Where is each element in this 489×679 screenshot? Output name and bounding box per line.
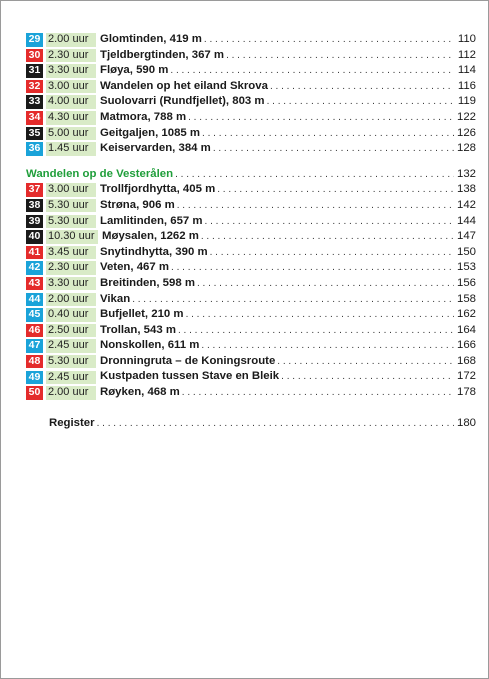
dot-leader — [178, 323, 454, 339]
route-title: Møysalen, 1262 m — [102, 230, 199, 243]
toc-entry[interactable] — [26, 94, 476, 110]
duration: 5.30 uur — [46, 215, 96, 229]
toc-group-vesteralen — [26, 182, 476, 400]
route-number-badge: 36 — [26, 142, 43, 156]
register-title: Register — [49, 416, 95, 429]
route-number-badge: 37 — [26, 183, 43, 197]
duration: 3.00 uur — [46, 80, 96, 94]
page-number: 156 — [456, 276, 476, 289]
duration: 2.00 uur — [46, 293, 96, 307]
route-number-badge: 34 — [26, 111, 43, 125]
duration: 2.45 uur — [46, 371, 96, 385]
route-number-badge: 39 — [26, 215, 43, 229]
route-number-badge: 31 — [26, 64, 43, 78]
route-number-badge: 45 — [26, 308, 43, 322]
page-number: 119 — [457, 95, 476, 108]
dot-leader — [186, 307, 454, 323]
toc-entry[interactable] — [26, 141, 476, 157]
route-title: Trollfjordhytta, 405 m — [100, 183, 216, 196]
page-number: 166 — [456, 339, 476, 352]
dot-leader — [217, 182, 454, 198]
duration: 4.00 uur — [46, 95, 96, 109]
route-title: Breitinden, 598 m — [100, 276, 195, 289]
route-title: Trollan, 543 m — [100, 323, 176, 336]
route-title: Keiservarden, 384 m — [100, 142, 211, 155]
toc-entry[interactable] — [26, 126, 476, 142]
page-number: 158 — [456, 292, 476, 305]
route-number-badge: 44 — [26, 293, 43, 307]
page-number: 126 — [456, 126, 476, 139]
route-number-badge: 32 — [26, 80, 43, 94]
dot-leader — [197, 276, 454, 292]
duration: 10.30 uur — [46, 230, 98, 244]
register-page-number: 180 — [456, 416, 476, 429]
route-number-badge: 35 — [26, 127, 43, 141]
page-number: 116 — [457, 79, 476, 92]
toc-entry[interactable] — [26, 182, 476, 198]
toc-entry[interactable] — [26, 229, 476, 245]
page-number: 122 — [456, 110, 476, 123]
dot-leader — [188, 110, 454, 126]
toc-entry[interactable] — [26, 354, 476, 370]
route-title: Suolovarri (Rundfjellet), 803 m — [100, 95, 265, 108]
route-title: Strøna, 906 m — [100, 198, 175, 211]
route-title: Vikan — [100, 292, 131, 305]
toc-entry[interactable] — [26, 245, 476, 261]
dot-leader — [182, 385, 454, 401]
page-number: 162 — [456, 308, 476, 321]
page-number: 138 — [456, 183, 476, 196]
toc-entry[interactable] — [26, 110, 476, 126]
duration: 3.00 uur — [46, 183, 96, 197]
duration: 2.45 uur — [46, 339, 96, 353]
route-number-badge: 47 — [26, 339, 43, 353]
duration: 4.30 uur — [46, 111, 96, 125]
duration: 5.30 uur — [46, 199, 96, 213]
route-number-badge: 42 — [26, 261, 43, 275]
route-number-badge: 40 — [26, 230, 43, 244]
dot-leader — [281, 369, 454, 385]
toc-entry[interactable] — [26, 338, 476, 354]
dot-leader — [201, 338, 454, 354]
route-number-badge: 29 — [26, 33, 43, 47]
route-title: Geitgaljen, 1085 m — [100, 126, 201, 139]
table-of-contents — [26, 32, 476, 431]
dot-leader — [210, 245, 454, 261]
toc-entry[interactable] — [26, 260, 476, 276]
dot-leader — [204, 32, 454, 48]
dot-leader — [213, 141, 454, 157]
page-number: 147 — [456, 230, 476, 243]
duration: 2.50 uur — [46, 324, 96, 338]
route-title: Matmora, 788 m — [100, 110, 187, 123]
route-title: Veten, 467 m — [100, 261, 170, 274]
page-number: 110 — [457, 33, 476, 45]
dot-leader — [267, 94, 454, 110]
toc-entry[interactable] — [26, 323, 476, 339]
toc-entry[interactable] — [26, 214, 476, 230]
route-number-badge: 46 — [26, 324, 43, 338]
duration: 3.30 uur — [46, 64, 96, 78]
toc-entry[interactable] — [26, 198, 476, 214]
dot-leader — [202, 126, 454, 142]
page-number: 164 — [456, 323, 476, 336]
page-number: 142 — [456, 198, 476, 211]
toc-entry[interactable] — [26, 276, 476, 292]
page-number: 172 — [456, 370, 476, 383]
toc-entry[interactable] — [26, 307, 476, 323]
route-number-badge: 30 — [26, 49, 43, 63]
route-title: Bufjellet, 210 m — [100, 308, 184, 321]
page-number: 114 — [457, 64, 476, 77]
route-number-badge: 38 — [26, 199, 43, 213]
duration: 5.00 uur — [46, 127, 96, 141]
route-number-badge: 33 — [26, 95, 43, 109]
toc-entry[interactable] — [26, 32, 476, 48]
page-number: 144 — [456, 214, 476, 227]
toc-entry[interactable] — [26, 292, 476, 308]
dot-leader — [171, 260, 454, 276]
route-number-badge: 41 — [26, 246, 43, 260]
dot-leader — [97, 416, 454, 432]
duration: 2.00 uur — [46, 33, 96, 47]
duration: 0.40 uur — [46, 308, 96, 322]
dot-leader — [170, 63, 454, 79]
toc-entry[interactable] — [26, 369, 476, 385]
route-title: Røyken, 468 m — [100, 386, 180, 399]
toc-register-entry[interactable] — [26, 416, 476, 432]
route-title: Lamlitinden, 657 m — [100, 214, 203, 227]
toc-entry[interactable] — [26, 63, 476, 79]
duration: 1.45 uur — [46, 142, 96, 156]
page-number: 168 — [456, 354, 476, 367]
dot-leader — [270, 79, 454, 95]
route-title: Tjeldbergtinden, 367 m — [100, 48, 225, 61]
duration: 3.45 uur — [46, 246, 96, 260]
toc-group-lofoten — [26, 32, 476, 157]
page-number: 153 — [456, 261, 476, 274]
dot-leader — [277, 354, 454, 370]
toc-entry[interactable] — [26, 385, 476, 401]
route-number-badge: 50 — [26, 386, 43, 400]
section-page-number: 132 — [456, 167, 476, 180]
route-number-badge: 49 — [26, 371, 43, 385]
route-title: Snytindhytta, 390 m — [100, 245, 208, 258]
duration: 2.30 uur — [46, 261, 96, 275]
route-number-badge: 43 — [26, 277, 43, 291]
dot-leader — [205, 214, 454, 230]
duration: 2.30 uur — [46, 49, 96, 63]
page-number: 112 — [457, 48, 476, 61]
dot-leader — [175, 167, 454, 183]
route-number-badge: 48 — [26, 355, 43, 369]
dot-leader — [226, 48, 454, 64]
route-title: Wandelen op het eiland Skrova — [100, 79, 268, 92]
dot-leader — [201, 229, 454, 245]
duration: 2.00 uur — [46, 386, 96, 400]
toc-section-heading[interactable] — [26, 167, 476, 183]
page-number: 178 — [456, 386, 476, 399]
dot-leader — [132, 292, 454, 308]
duration: 3.30 uur — [46, 277, 96, 291]
page-number: 128 — [456, 142, 476, 155]
section-title: Wandelen op de Vesterålen — [26, 167, 174, 180]
route-title: Glomtinden, 419 m — [100, 33, 202, 45]
duration: 5.30 uur — [46, 355, 96, 369]
route-title: Nonskollen, 611 m — [100, 339, 200, 352]
route-title: Fløya, 590 m — [100, 64, 169, 77]
dot-leader — [177, 198, 454, 214]
page-number: 150 — [456, 245, 476, 258]
toc-entry[interactable] — [26, 48, 476, 64]
toc-entry[interactable] — [26, 79, 476, 95]
route-title: Kustpaden tussen Stave en Bleik — [100, 370, 280, 383]
route-title: Dronningruta – de Koningsroute — [100, 354, 276, 367]
